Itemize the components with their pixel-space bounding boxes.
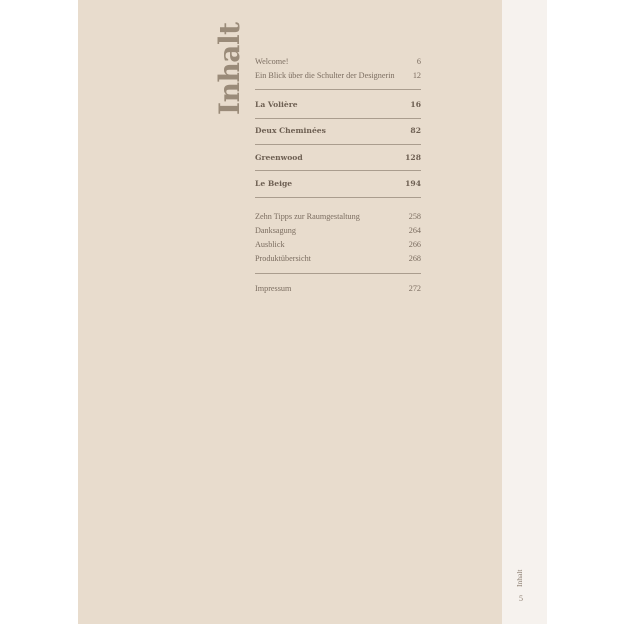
toc-entry-title: Welcome! <box>255 57 289 66</box>
toc-chapter-entry[interactable] <box>255 180 421 188</box>
toc-entry-page: 268 <box>408 254 421 264</box>
toc-divider <box>255 144 421 145</box>
toc-entry[interactable] <box>255 58 421 66</box>
toc-entry-page: 16 <box>410 100 421 110</box>
toc-entry-page: 128 <box>405 152 421 162</box>
toc-entry-title: Deux Cheminées <box>255 126 326 135</box>
toc-entry-title: Danksagung <box>255 225 296 235</box>
toc-divider <box>255 197 421 198</box>
toc-entry[interactable] <box>255 285 421 293</box>
toc-entry-page: 82 <box>410 126 421 135</box>
toc-entry-page: 272 <box>408 283 421 293</box>
toc-divider <box>255 170 421 171</box>
table-of-contents <box>255 58 421 293</box>
toc-entry-page: 258 <box>408 211 421 221</box>
toc-entry-title: Le Beige <box>255 179 293 189</box>
toc-entry-page: 266 <box>408 240 421 250</box>
toc-chapter-entry[interactable] <box>255 127 421 135</box>
right-margin-strip <box>502 0 547 624</box>
toc-divider <box>255 89 421 90</box>
toc-chapter-entry[interactable] <box>255 101 421 109</box>
toc-entry[interactable] <box>255 72 421 80</box>
toc-entry-title: Greenwood <box>255 152 303 162</box>
toc-divider <box>255 118 421 119</box>
toc-chapter-entry[interactable] <box>255 154 421 162</box>
toc-entry-title: Ausblick <box>255 240 285 250</box>
toc-entry-title: La Volière <box>255 100 298 110</box>
running-header: Inhalt <box>515 569 524 587</box>
toc-entry-title: Impressum <box>255 283 292 293</box>
toc-divider <box>255 273 421 274</box>
toc-entry-page: 194 <box>405 179 421 189</box>
toc-entry-page: 12 <box>412 71 421 81</box>
toc-entry-page: 6 <box>416 57 421 66</box>
toc-entry[interactable] <box>255 241 421 249</box>
toc-entry[interactable] <box>255 213 421 221</box>
toc-entry[interactable] <box>255 227 421 235</box>
toc-entry-title: Produktübersicht <box>255 254 311 264</box>
toc-entry[interactable] <box>255 255 421 263</box>
page-title: Inhalt <box>213 22 246 115</box>
toc-entry-page: 264 <box>408 225 421 235</box>
page-number: 5 <box>519 594 523 603</box>
toc-entry-title: Ein Blick über die Schulter der Designerin <box>255 71 395 81</box>
toc-entry-title: Zehn Tipps zur Raumgestaltung <box>255 211 360 221</box>
